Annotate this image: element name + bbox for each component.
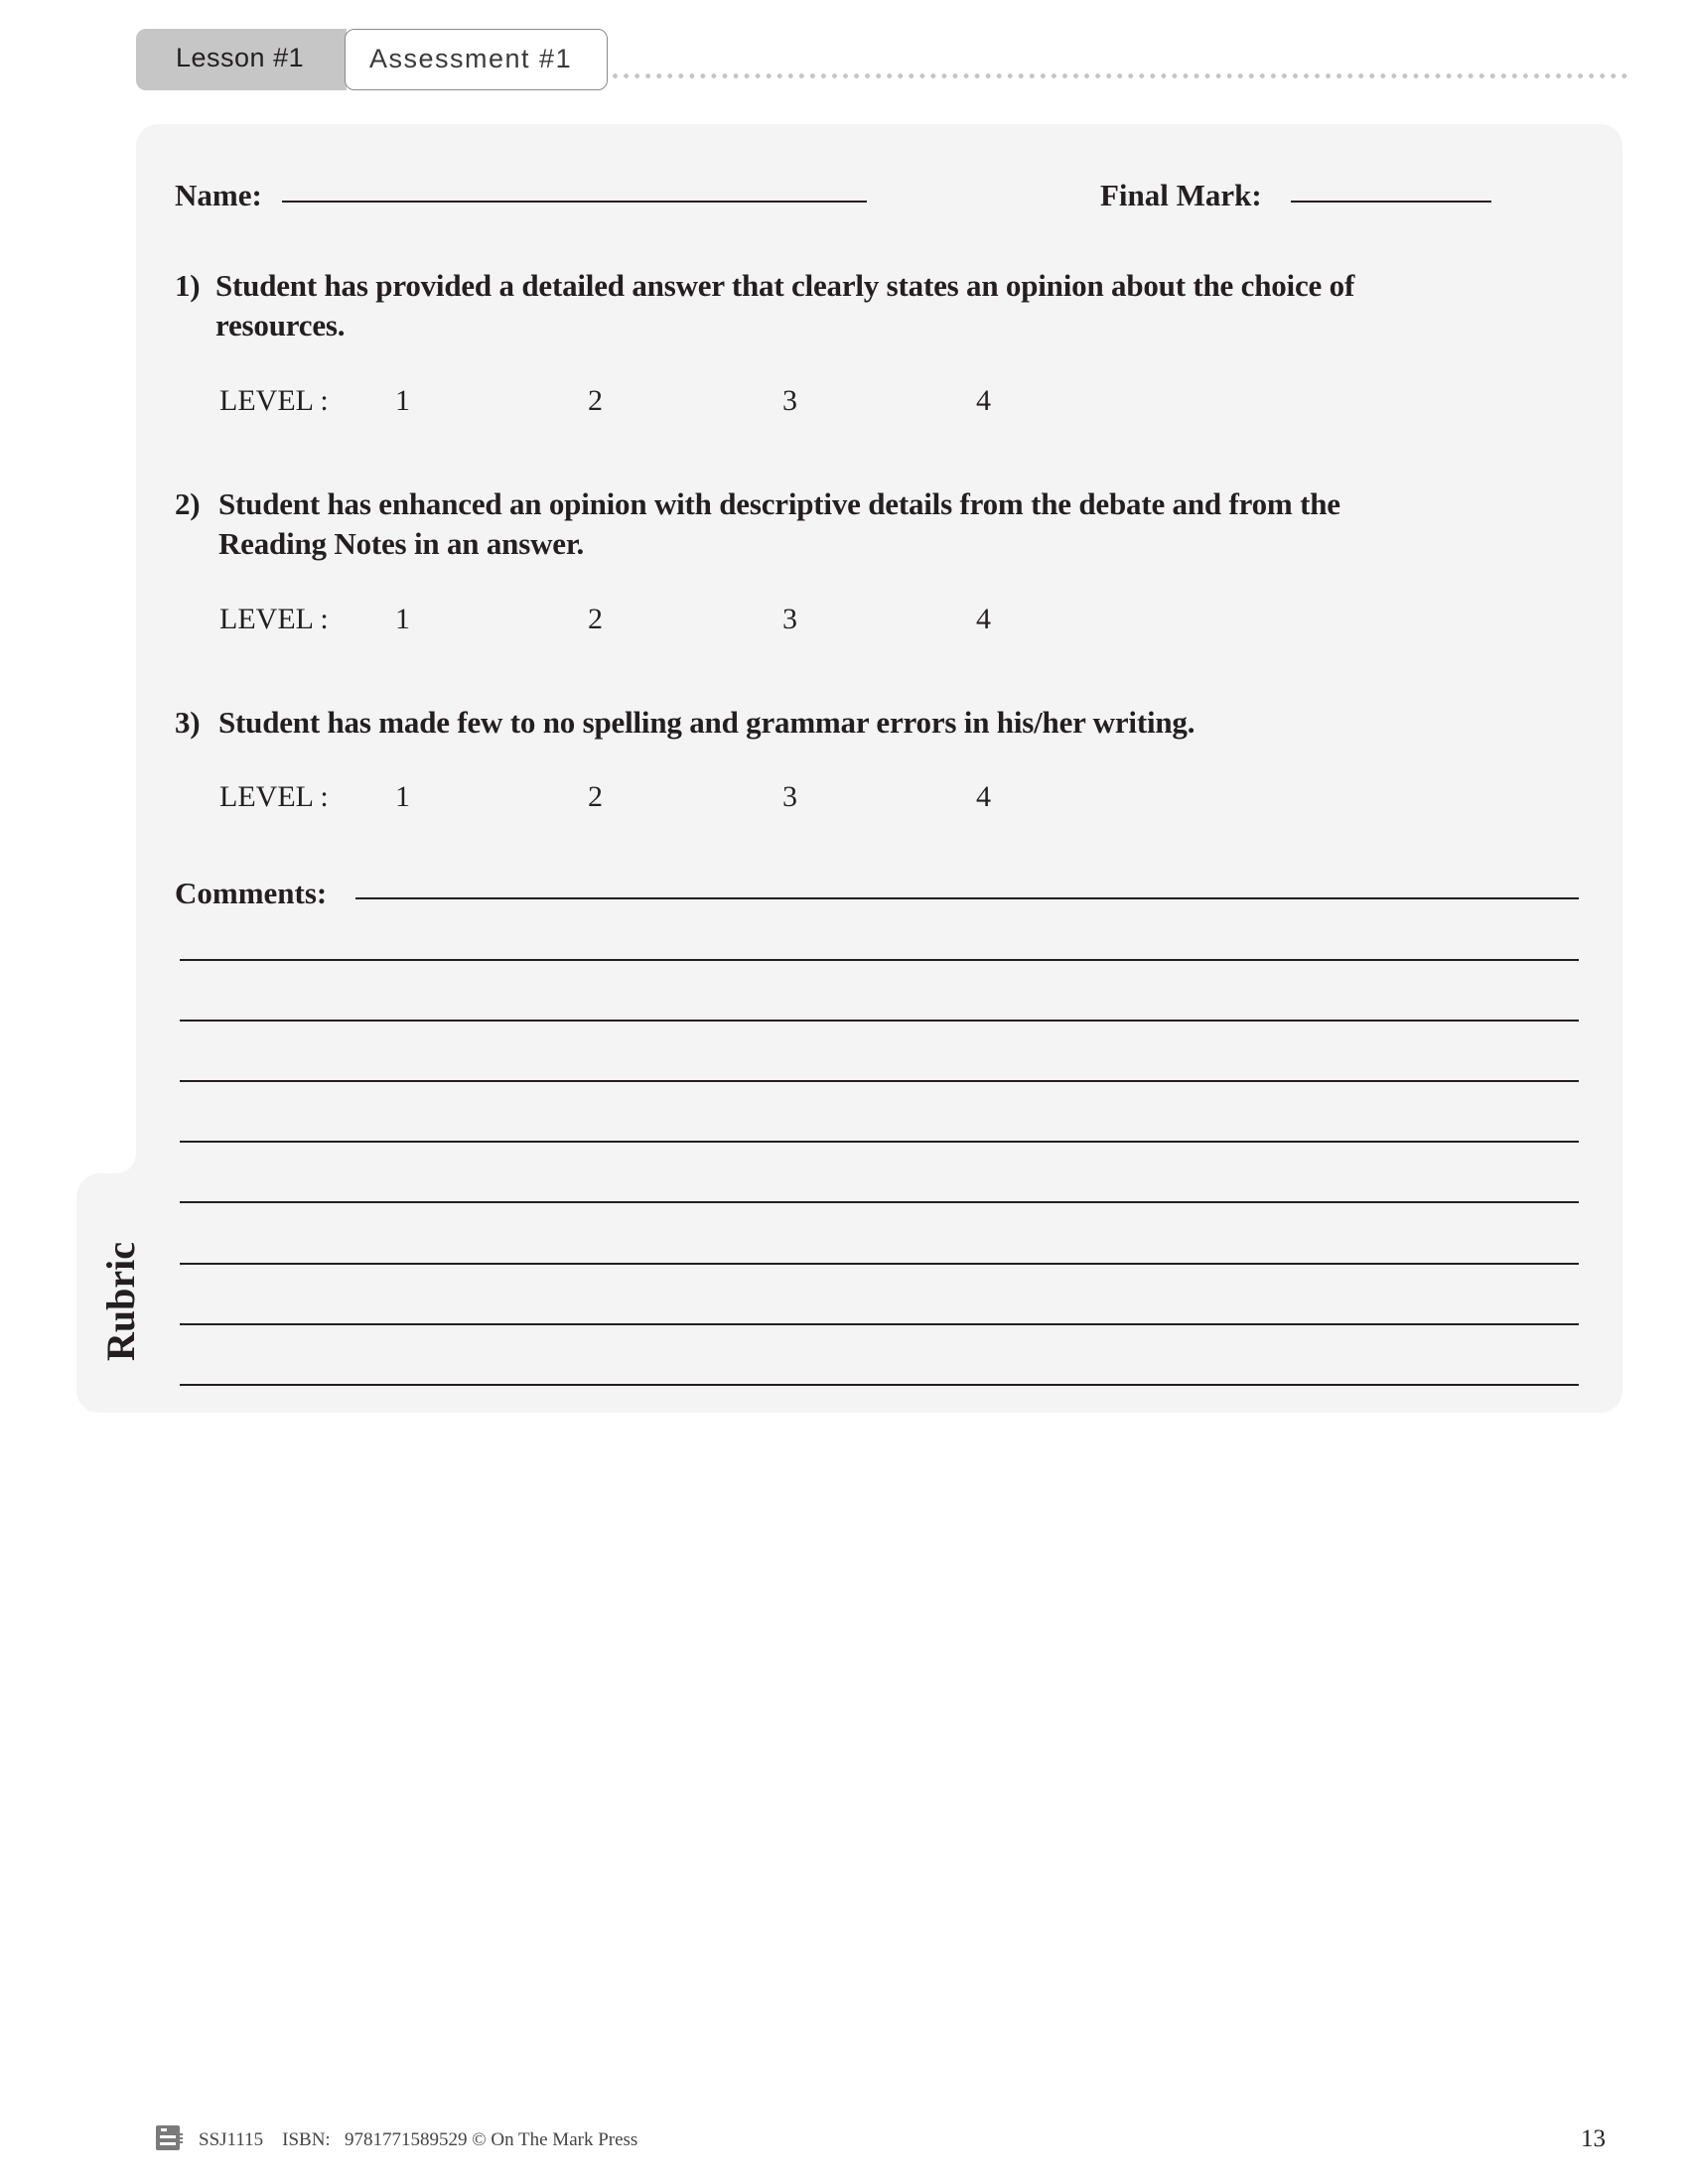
level-option-2[interactable]: 2 (588, 780, 603, 813)
lesson-tab (136, 29, 347, 90)
isbn-label: ISBN: (282, 2129, 331, 2150)
level-option-3[interactable]: 3 (782, 780, 797, 813)
assessment-tab-label: Assessment #1 (369, 44, 573, 73)
dotted-divider (610, 73, 1628, 78)
comment-line-1[interactable] (355, 897, 1579, 899)
name-label: Name: (175, 178, 262, 212)
comment-line-9[interactable] (180, 1384, 1579, 1386)
rubric-panel (136, 124, 1622, 1413)
copyright: © On The Mark Press (472, 2129, 638, 2150)
level-label: LEVEL : (219, 384, 329, 417)
level-option-3[interactable]: 3 (782, 384, 797, 417)
question-3-number: 3) (175, 705, 201, 740)
level-option-2[interactable]: 2 (588, 384, 603, 417)
publisher-logo-icon (155, 2124, 185, 2151)
question-1-text-line-1: Student has provided a detailed answer that clearly states an opinion about the choice of (215, 268, 1355, 303)
question-2-number: 2) (175, 486, 201, 521)
comment-line-2[interactable] (180, 959, 1579, 961)
comment-line-7[interactable] (180, 1263, 1579, 1265)
level-option-4[interactable]: 4 (976, 603, 991, 635)
level-option-1[interactable]: 1 (395, 384, 410, 417)
page-number: 13 (1581, 2125, 1606, 2152)
comment-line-4[interactable] (180, 1080, 1579, 1082)
footer-info (199, 2130, 637, 2149)
level-option-2[interactable]: 2 (588, 603, 603, 635)
level-label: LEVEL : (219, 780, 329, 813)
comment-line-6[interactable] (180, 1201, 1579, 1203)
comment-line-5[interactable] (180, 1141, 1579, 1143)
level-option-4[interactable]: 4 (976, 384, 991, 417)
final-mark-label: Final Mark: (1100, 178, 1262, 212)
rubric-side-label: Rubric (98, 1242, 143, 1361)
assessment-tab (345, 29, 608, 90)
comments-label: Comments: (175, 876, 328, 910)
isbn-value: 9781771589529 (344, 2129, 468, 2150)
comment-line-8[interactable] (180, 1323, 1579, 1325)
lesson-tab-label: Lesson #1 (176, 43, 305, 72)
level-label: LEVEL : (219, 603, 329, 635)
question-2-text-line-1: Student has enhanced an opinion with descriptive details from the debate and from the (218, 486, 1340, 521)
level-option-1[interactable]: 1 (395, 780, 410, 813)
question-3-text-line-1: Student has made few to no spelling and grammar errors in his/her writing. (218, 705, 1196, 740)
level-option-1[interactable]: 1 (395, 603, 410, 635)
product-code: SSJ1115 (199, 2129, 264, 2150)
question-1-text-line-2: resources. (215, 308, 346, 342)
question-1-number: 1) (175, 268, 201, 303)
question-2-text-line-2: Reading Notes in an answer. (218, 526, 585, 561)
panel-notch-curve (96, 1134, 136, 1173)
level-option-4[interactable]: 4 (976, 780, 991, 813)
name-field-line[interactable] (282, 201, 867, 203)
comment-line-3[interactable] (180, 1020, 1579, 1022)
level-option-3[interactable]: 3 (782, 603, 797, 635)
final-mark-field-line[interactable] (1291, 201, 1491, 203)
